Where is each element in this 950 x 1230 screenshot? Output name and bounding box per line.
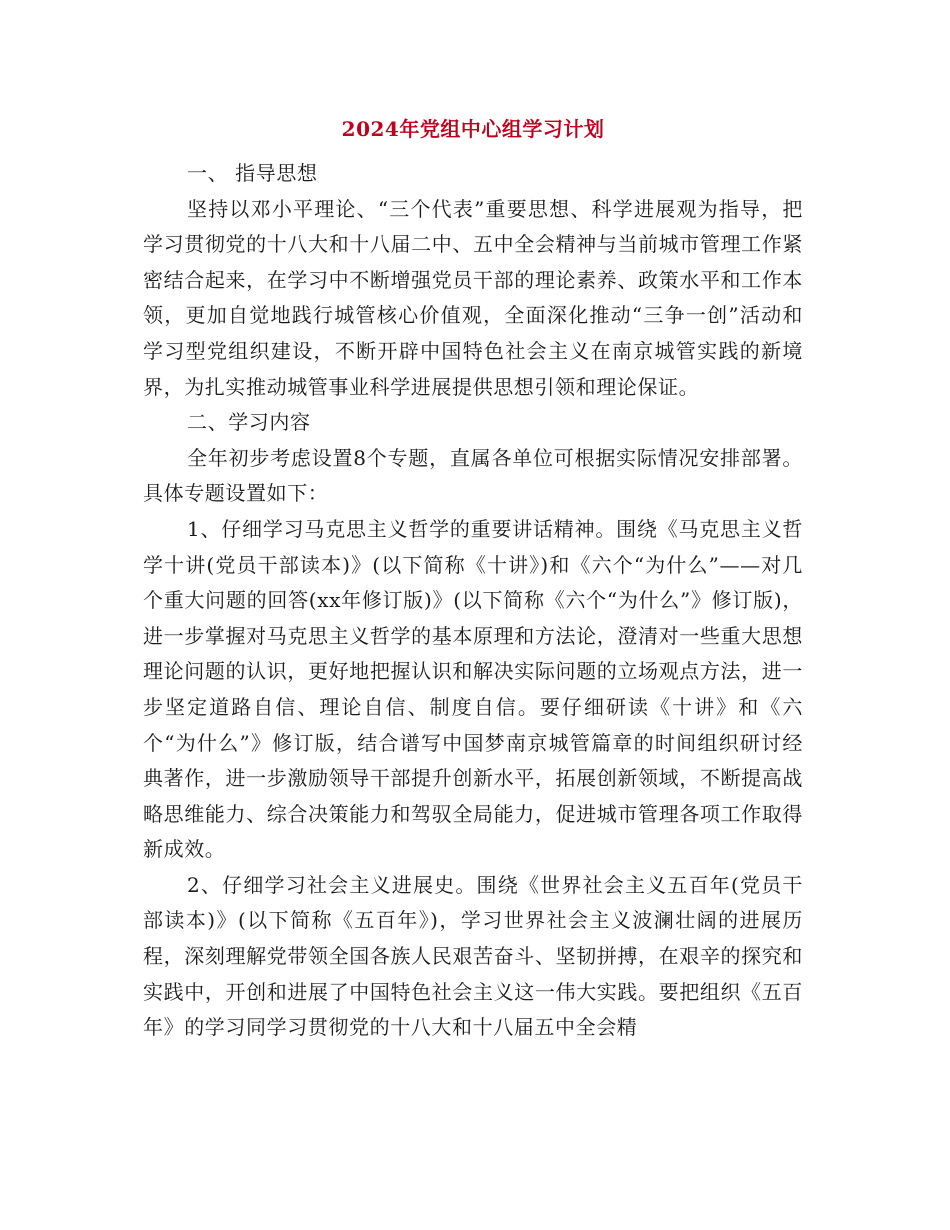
paragraph-guiding-ideology: 坚持以邓小平理论、“三个代表”重要思想、科学进展观为指导，把学习贯彻党的十八大和十八届二中、五中全会精神与当前城市管理工作紧密结合起来，在学习中不断增强党员干部的理论素养、政策水平和工作本领，更加自觉地践行城管核心价值观，全面深化推动“三争一创”活动和学习型党组织建设，不断开辟中国特色社会主义在南京城管实践的新境界，为扎实推动城管事业科学进展提供思想引领和理论保证。 bbox=[143, 196, 803, 399]
document-page bbox=[143, 112, 803, 1046]
section-heading-study-content: 二、学习内容 bbox=[187, 410, 311, 435]
document-title: 2024年党组中心组学习计划 bbox=[341, 117, 605, 141]
section-heading-guiding-ideology: 一、 指导思想 bbox=[187, 161, 318, 185]
paragraph-topic-1: 1、仔细学习马克思主义哲学的重要讲话精神。围绕《马克思主义哲学十讲(党员干部读本)》(以下简称《十讲》)和《六个“为什么”——对几个重大问题的回答(xx年修订版)》(以下简称《六个“为什么”》修订版)，进一步掌握对马克思主义哲学的基本原理和方法论，澄清对一些重大思想理论问题的认识，更好地把握认识和解决实际问题的立场观点方法，进一步坚定道路自信、理论自信、制度自信。要仔细研读《十讲》和《六个“为什么”》修订版，结合谱写中国梦南京城管篇章的时间组织研讨经典著作，进一步激励领导干部提升创新水平，拓展创新领域，不断提高战略思维能力、综合决策能力和驾驭全局能力，促进城市管理各项工作取得新成效。 bbox=[143, 516, 803, 862]
paragraph-study-content-intro: 全年初步考虑设置8个专题，直属各单位可根据实际情况安排部署。具体专题设置如下： bbox=[143, 445, 803, 506]
paragraph-topic-2: 2、仔细学习社会主义进展史。围绕《世界社会主义五百年(党员干部读本)》(以下简称《五百年》)，学习世界社会主义波澜壮阔的进展历程，深刻理解党带领全国各族人民艰苦奋斗、坚韧拼搏，在艰辛的探究和实践中，开创和进展了中国特色社会主义这一伟大实践。要把组织《五百年》的学习同学习贯彻党的十八大和十八届五中全会精 bbox=[143, 872, 803, 1040]
